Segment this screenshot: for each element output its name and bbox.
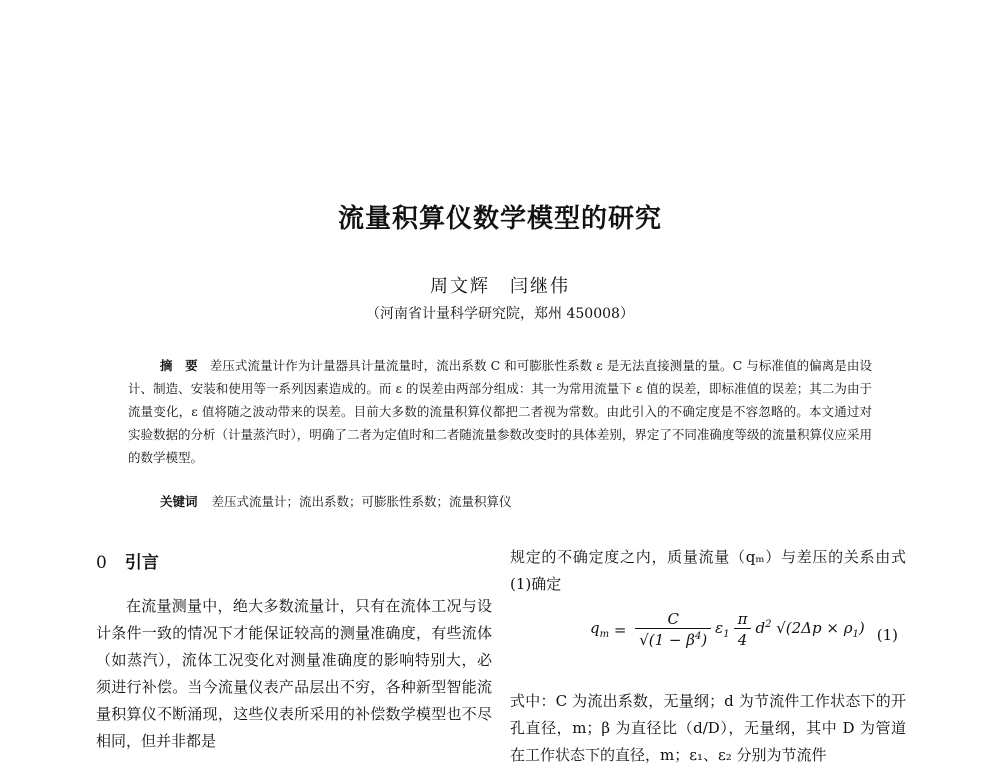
section-number: 0 (96, 553, 107, 573)
section-heading (96, 548, 492, 573)
equation-1 (510, 608, 906, 670)
section-title: 引言 (124, 553, 159, 573)
abstract (128, 354, 872, 469)
keywords-text: 差压式流量计；流出系数；可膨胀性系数；流量积算仪 (211, 494, 512, 509)
equation-body: $q_m$ = $\frac{C}{√(1 - \beta^4)}$ $\varepsilon_1$ $\frac{\pi}{4}$ $d^2$ $√(2\Delta p \times \rho_1)$ (590, 610, 865, 649)
abstract-label: 摘 要 (160, 358, 198, 373)
equation-number: (1) (876, 626, 898, 644)
right-paragraph-2: 式中：C 为流出系数，无量纲；d 为节流件工作状态下的开孔直径，m；β 为直径比（d/D），无量纲，其中 D 为管道在工作状态下的直径，m；ε₁、ε₂ 分别为节流件 (510, 692, 906, 764)
left-column (96, 548, 492, 755)
affiliation: （河南省计量科学研究院，郑州 450008） (366, 306, 634, 322)
right-column (510, 544, 906, 769)
authors: 周文辉 闫继伟 (430, 276, 570, 297)
intro-paragraph: 在流量测量中，绝大多数流量计，只有在流体工况与设计条件一致的情况下才能保证较高的测量准确度，有些流体（如蒸汽），流体工况变化对测量准确度的影响特别大，必须进行补偿。当今流量仪表产品层出不穷，各种新型智能流量积算仪不断涌现，这些仪表所采用的补偿数学模型也不尽相同，但并非都是 (96, 597, 492, 750)
paper-title: 流量积算仪数学模型的研究 (337, 204, 662, 234)
keywords (160, 492, 512, 510)
abstract-text: 差压式流量计作为计量器具计量流量时，流出系数 C 和可膨胀性系数 ε 是无法直接测量的量。C 与标准值的偏离是由设计、制造、安装和使用等一系列因素造成的。而 ε 的误差由两部分组成：其一为常用流量下 ε 值的误差，即标准值的误差；其二为由于流量变化，ε 值将随之波动带来的误差。目前大多数的流量积算仪都把二者视为常数。由此引入的不确定度是不容忽略的。本文通过对实验数据的分析（计量蒸汽时），明确了二者为定值时和二者随流量参数改变时的具体差别，界定了不同准确度等级的流量积算仪应采用的数学模型。 (128, 358, 872, 465)
right-paragraph-1: 规定的不确定度之内，质量流量（qₘ）与差压的关系由式(1)确定 (510, 548, 906, 593)
keywords-label: 关键词 (160, 494, 198, 509)
